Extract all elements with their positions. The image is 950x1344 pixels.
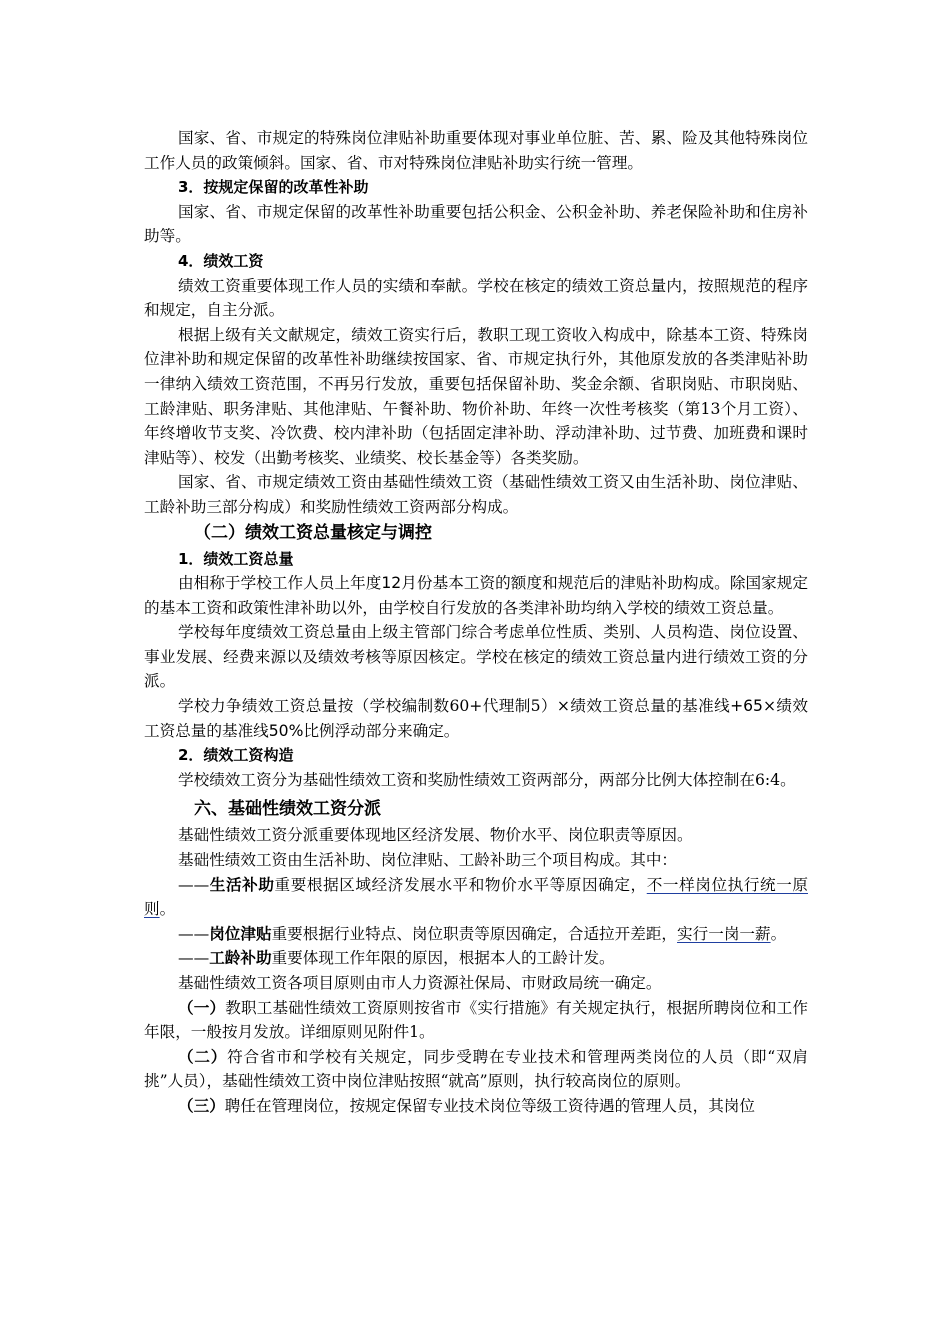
text-span: 符合省市和学校有关规定，同步受聘在专业技术和管理两类岗位的人员（即“双肩挑”人员），基础性绩效工资中岗位津贴按照“就高”原则，执行较高岗位的原则。 [144,1047,808,1091]
number-span: 12 [381,574,402,593]
paragraph-performance-pay: 绩效工资重要体现工作人员的实绩和奉献。学校在核定的绩效工资总量内，按照规范的程序和规定，自主分派。 [144,276,808,320]
text-span: 由相称于学校工作人员上年度 [178,574,382,593]
text-span: 。 [159,900,176,919]
heading-performance-pay: 4．绩效工资 [178,251,264,270]
text-span: 重要根据区域经济发展水平和物价水平等原因确定， [274,875,647,894]
text-span: 比例浮动部分来确定。 [303,721,460,740]
bold-term: （二） [178,1047,228,1066]
text-span: ×绩效工资总量的基准线 [144,697,808,740]
underlined-text: 不一样岗位执行统一原则 [144,875,808,919]
paragraph-rule-3 [144,1094,808,1119]
paragraph-pay-ratio: 学校绩效工资分为基础性绩效工资和奖励性绩效工资两部分，两部分比例大体控制在6:4。 [178,770,796,789]
underlined-text: 实行一岗一薪 [677,924,771,943]
paragraph-basic-items: 基础性绩效工资由生活补助、岗位津贴、工龄补助三个项目构成。其中： [178,851,678,870]
bold-term: （一） [178,998,226,1017]
bold-term: 工龄补助 [209,949,272,968]
text-span: 。 [770,924,787,943]
paragraph-basic-intro: 基础性绩效工资分派重要体现地区经济发展、物价水平、岗位职责等原因。 [178,826,693,845]
text-span: 聘任在管理岗位，按规定保留专业技术岗位等级工资待遇的管理人员，其岗位 [224,1096,755,1115]
dash-span: —— [178,875,210,894]
paragraph-seniority-subsidy [144,946,808,971]
paragraph-performance-structure: 国家、省、市规定绩效工资由基础性绩效工资（基础性绩效工资又由生活补助、岗位津贴、工龄补助三部分构成）和奖励性绩效工资两部分构成。 [144,473,808,516]
paragraph-rule-2 [144,1045,808,1094]
bold-term: 岗位津贴 [209,924,272,943]
number-span: 50% [268,721,304,740]
bold-term: （三） [178,1096,225,1115]
heading-pay-structure: 2．绩效工资构造 [178,746,294,765]
paragraph-total-formula [144,694,808,743]
number-span: +65 [730,697,763,716]
paragraph-total-amount [144,571,808,620]
paragraph-rule-1 [144,996,808,1045]
text-span: 重要根据行业特点、岗位职责等原因确定，合适拉开差距， [271,924,678,943]
dash-span: —— [178,949,210,968]
paragraph-income-composition: 根据上级有关文献规定，绩效工资实行后，教职工现工资收入构成中，除基本工资、特殊岗位津补助和规定保留的改革性补助继续按国家、省、市规定执行外，其他原发放的各类津贴补助一律纳入绩效工资范围，不再另行发放，重要包括保留补助、奖金余额、省职岗贴、市职岗贴、工龄津贴、职务津贴、其他津贴、午餐补助、物价补助、年终一次性考核奖（第13个月工资）、年终增收节支奖、冷饮费、校内津补助（包括固定津补助、浮动津补助、过节费、加班费和课时津贴等）、校发（出勤考核奖、业绩奖、校长基金等）各类奖励。 [144,325,808,467]
paragraph-living-subsidy [144,873,808,922]
text-span: 月份基本工资的额度和规范后的津贴补助构成。除国家规定的基本工资和政策性津补助以外，由学校自行发放的各类津补助均纳入学校的绩效工资总量。 [144,574,808,617]
text-span: 学校力争绩效工资总量按（学校编制数60+代理制5）×绩效工资总量的基准线 [178,697,731,716]
heading-total-amount: 1．绩效工资总量 [178,549,294,568]
paragraph-item-standards: 基础性绩效工资各项目原则由市人力资源社保局、市财政局统一确定。 [178,974,662,992]
paragraph-post-allowance [144,922,808,947]
bold-term: 生活补助 [209,875,275,894]
heading-reform-subsidy: 3．按规定保留的改革性补助 [178,178,369,197]
text-span: 教职工基础性绩效工资原则按省市《实行措施》有关规定执行，根据所聘岗位和工作年限，一般按月发放。详细原则见附件1。 [144,998,808,1042]
heading-total-control: （二）绩效工资总量核定与调控 [194,522,432,543]
paragraph-annual-approval: 学校每年度绩效工资总量由上级主管部门综合考虑单位性质、类别、人员构造、岗位设置、事业发展、经费来源以及绩效考核等原因核定。学校在核定的绩效工资总量内进行绩效工资的分派。 [144,623,808,691]
heading-basic-distribution: 六、基础性绩效工资分派 [194,799,381,820]
document-body [144,126,808,1119]
dash-span: —— [178,924,210,943]
paragraph-reform-subsidy: 国家、省、市规定保留的改革性补助重要包括公积金、公积金补助、养老保险补助和住房补助等。 [144,202,808,246]
text-span: 重要体现工作年限的原因，根据本人的工龄计发。 [271,949,615,968]
paragraph-special-allowance: 国家、省、市规定的特殊岗位津贴补助重要体现对事业单位脏、苦、累、险及其他特殊岗位工作人员的政策倾斜。国家、省、市对特殊岗位津贴补助实行统一管理。 [144,129,808,172]
